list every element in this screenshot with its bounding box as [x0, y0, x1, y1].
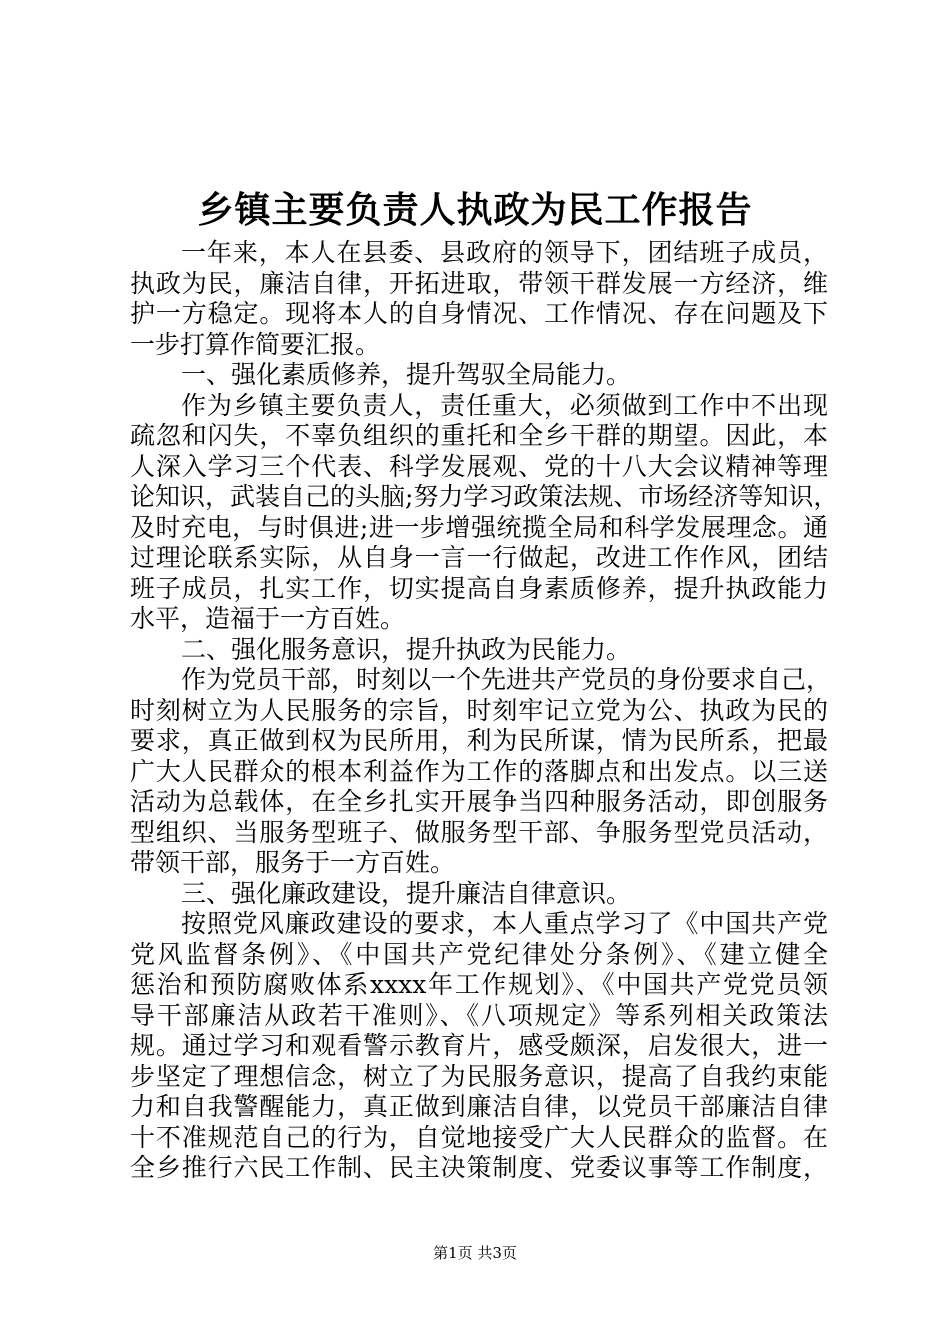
text-line: 执政为民，廉洁自律，开拓进取，带领干群发展一方经济，维 [130, 268, 828, 298]
text-line: 班子成员，扎实工作，切实提高自身素质修养，提升执政能力 [130, 573, 828, 603]
text-line: 要求，真正做到权为民所用，利为民所谋，情为民所系，把最 [130, 726, 828, 755]
text-line: 及时充电，与时俱进;进一步增强统揽全局和科学发展理念。通 [130, 512, 828, 542]
text-line: 规。通过学习和观看警示教育片，感受颇深，启发很大，进一 [130, 1031, 828, 1060]
text-line: 力和自我警醒能力，真正做到廉洁自律，以党员干部廉洁自律 [130, 1092, 828, 1121]
section-heading: 二、强化服务意识，提升执政为民能力。 [181, 634, 632, 664]
section-heading: 三、强化廉政建设，提升廉洁自律意识。 [181, 878, 632, 908]
document-title: 乡镇主要负责人执政为民工作报告 [197, 189, 753, 231]
text-line: 型组织、当服务型班子、做服务型干部、争服务型党员活动， [130, 817, 828, 847]
text-line: 一步打算作简要汇报。 [130, 329, 381, 359]
text-line: 按照党风廉政建设的要求，本人重点学习了《中国共产党 [181, 909, 828, 938]
text-line: 论知识，武装自己的头脑;努力学习政策法规、市场经济等知识， [130, 482, 839, 511]
section-heading: 一、强化素质修养，提升驾驭全局能力。 [181, 360, 632, 389]
text-line: 水平，造福于一方百姓。 [130, 604, 406, 633]
page-number: 第1页 共3页 [433, 1244, 517, 1262]
document-body [130, 238, 839, 1184]
text-line: 步坚定了理想信念，树立了为民服务意识，提高了自我约束能 [130, 1061, 828, 1091]
text-line: 活动为总载体，在全乡扎实开展争当四种服务活动，即创服务 [130, 787, 828, 816]
text-line: 全乡推行六民工作制、民主决策制度、党委议事等工作制度， [130, 1153, 828, 1182]
text-line: 导干部廉洁从政若干准则》、《八项规定》等系列相关政策法 [130, 1000, 828, 1030]
text-line: 一年来，本人在县委、县政府的领导下，团结班子成员， [181, 238, 828, 267]
text-line: 惩治和预防腐败体系xxxx年工作规划》、《中国共产党党员领 [130, 970, 828, 999]
text-line: 作为党员干部，时刻以一个先进共产党员的身份要求自己， [181, 665, 832, 694]
text-line: 疏忽和闪失，不辜负组织的重托和全乡干群的期望。因此，本 [130, 421, 828, 450]
text-line: 过理论联系实际，从自身一言一行做起，改进工作作风，团结 [130, 543, 828, 572]
text-line: 十不准规范自己的行为，自觉地接受广大人民群众的监督。在 [130, 1122, 828, 1152]
text-line: 作为乡镇主要负责人，责任重大，必须做到工作中不出现 [181, 390, 828, 420]
text-line: 带领干部，服务于一方百姓。 [130, 848, 456, 877]
text-line: 人深入学习三个代表、科学发展观、党的十八大会议精神等理 [130, 451, 828, 481]
text-line: 护一方稳定。现将本人的自身情况、工作情况、存在问题及下 [130, 299, 828, 328]
text-line: 时刻树立为人民服务的宗旨，时刻牢记立党为公、执政为民的 [130, 695, 828, 725]
text-line: 党风监督条例》、《中国共产党纪律处分条例》、《建立健全 [130, 939, 828, 969]
text-line: 广大人民群众的根本利益作为工作的落脚点和出发点。以三送 [130, 756, 828, 786]
